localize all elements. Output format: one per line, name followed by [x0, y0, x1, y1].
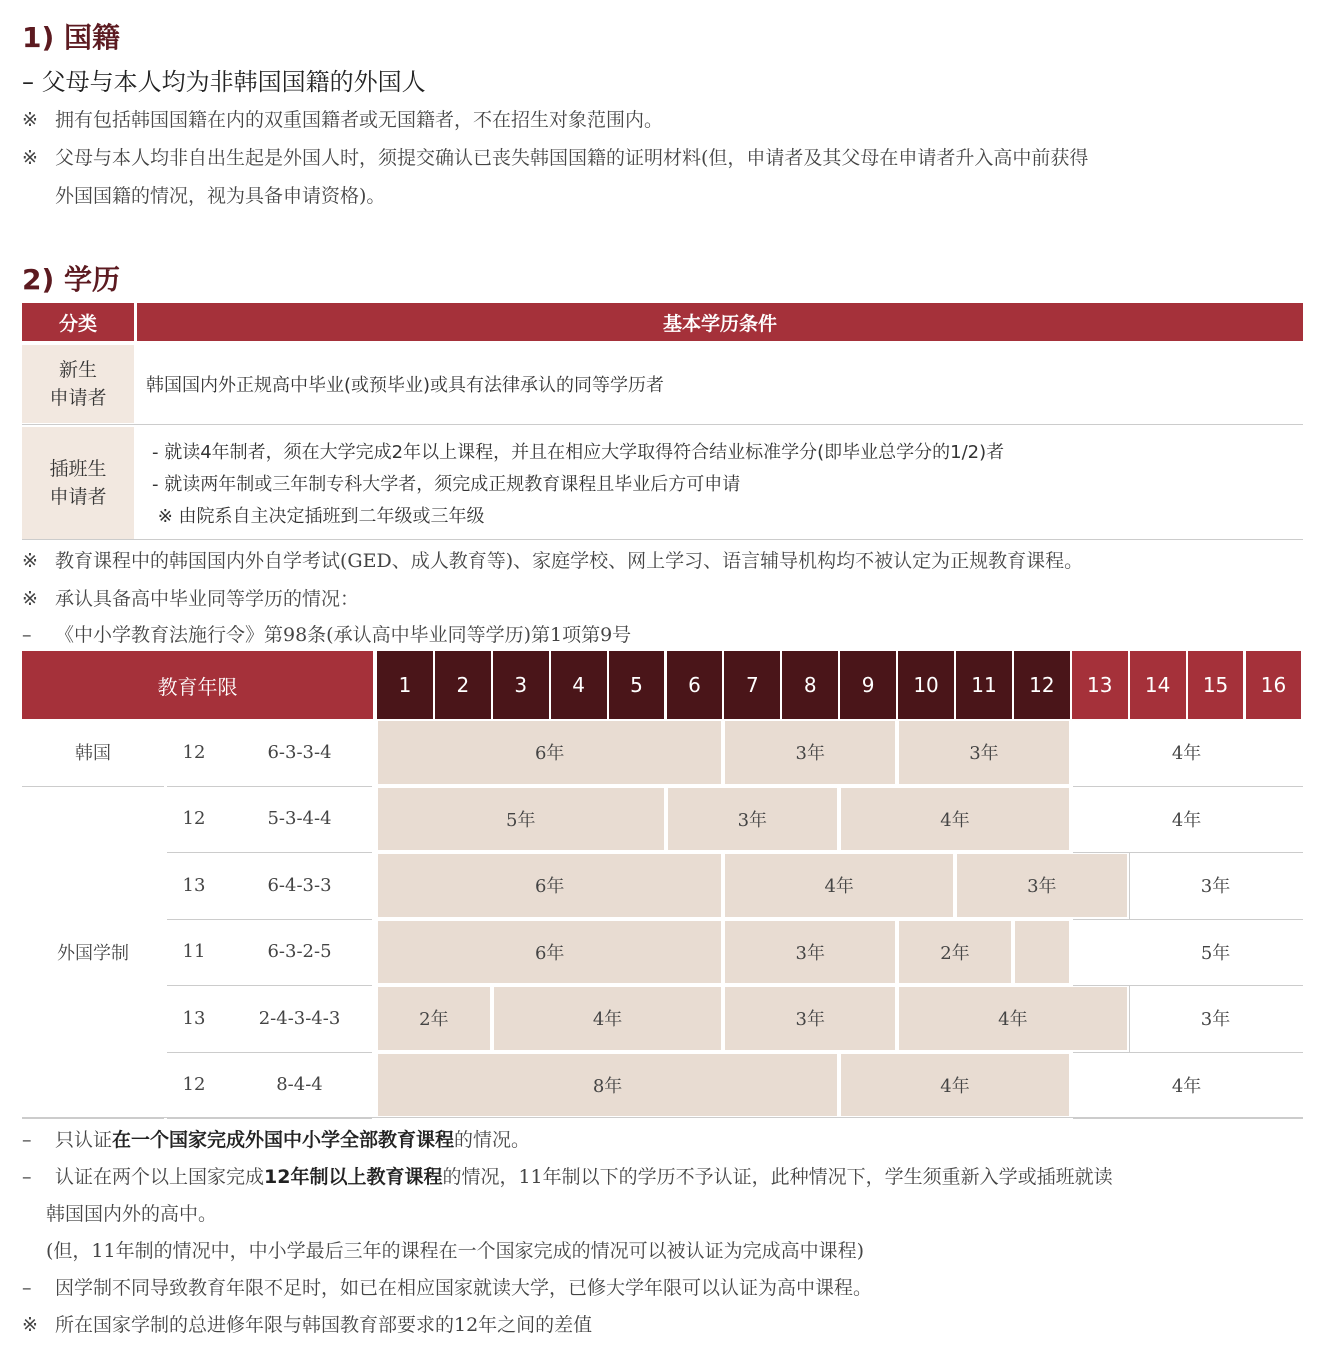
row-divider	[22, 424, 1303, 425]
note-pre: 只认证	[55, 1129, 113, 1151]
condition-line: 韩国国内外正规高中毕业(或预毕业)或具有法律承认的同等学历者	[146, 375, 665, 396]
school-stage-segment: 3年	[957, 854, 1127, 917]
condition-line: - 就读两年制或三年制专科大学者，须完成正规教育课程且毕业后方可申请	[152, 474, 741, 495]
note-post: 的情况。	[454, 1129, 531, 1151]
note-mark: ※	[22, 147, 38, 169]
table-bottom-line	[22, 1117, 1303, 1118]
note-pre: 因学制不同导致教育年限不足时，如已在相应国家就读大学，已修大学年限可以认证为高中课程。	[55, 1277, 873, 1299]
university-years-cell: 4年	[1171, 809, 1202, 831]
year-header: 13	[1072, 651, 1128, 719]
table-header-conditions: 基本学历条件	[137, 303, 1303, 341]
category-new-applicant: 新生 申请者	[22, 345, 134, 423]
section-subtitle-nationality: – 父母与本人均为非韩国国籍的外国人	[22, 68, 426, 96]
university-years-cell: 3年	[1200, 1009, 1231, 1031]
row-school-system: 2-4-3-4-3	[258, 1007, 341, 1029]
school-stage-segment: 6年	[378, 721, 721, 784]
row-total-years: 12	[182, 808, 206, 830]
row-divider	[22, 1118, 164, 1119]
column-divider	[1129, 985, 1130, 1052]
condition-line: ※ 由院系自主决定插班到二年级或三年级	[152, 506, 485, 527]
row-total-years: 13	[182, 1007, 206, 1029]
year-header: 10	[898, 651, 954, 719]
university-years-cell: 5年	[1200, 942, 1231, 964]
school-stage-segment: 4年	[725, 854, 953, 917]
section-title-nationality: 1) 国籍	[22, 21, 121, 54]
note-continuation: 外国国籍的情况，视为具备申请资格)。	[55, 185, 386, 207]
group-foreign: 外国学制	[57, 942, 129, 964]
missing-year-cell	[1015, 921, 1069, 984]
school-stage-segment: 6年	[378, 854, 721, 917]
note-pre: 认证在两个以上国家完成	[55, 1166, 265, 1188]
school-stage-segment: 4年	[841, 1054, 1069, 1117]
row-total-years: 11	[182, 941, 206, 963]
note-line	[22, 584, 359, 611]
footer-note	[22, 1125, 530, 1152]
note-text: 父母与本人均非自出生起是外国人时，须提交确认已丧失韩国国籍的证明材料(但，申请者及其父母在申请者升入高中前获得	[55, 147, 1089, 169]
section-title-education: 2) 学历	[22, 263, 121, 296]
school-stage-segment: 4年	[841, 788, 1069, 851]
note-line	[22, 143, 1088, 170]
university-years-cell: 3年	[1200, 876, 1231, 898]
row-school-system: 6-3-2-5	[267, 941, 332, 963]
school-stage-segment: 3年	[725, 921, 895, 984]
school-stage-segment: 2年	[378, 987, 490, 1050]
table-header-category: 分类	[22, 303, 134, 341]
year-header: 15	[1188, 651, 1244, 719]
row-divider	[227, 1118, 372, 1119]
note-mark: –	[22, 1166, 32, 1188]
row-divider	[167, 1118, 227, 1119]
school-stage-segment: 4年	[494, 987, 722, 1050]
footer-note	[22, 1273, 872, 1300]
footer-note	[22, 1162, 1113, 1189]
year-header: 14	[1130, 651, 1186, 719]
category-transfer-applicant: 插班生 申请者	[22, 427, 134, 539]
footer-note-paren: (但，11年制的情况中，中小学最后三年的课程在一个国家完成的情况可以被认证为完成高中课程)	[46, 1240, 865, 1262]
note-pre: 所在国家学制的总进修年限与韩国教育部要求的12年之间的差值	[55, 1314, 593, 1336]
year-header: 6	[667, 651, 723, 719]
school-stage-segment: 3年	[725, 987, 895, 1050]
row-total-years: 13	[182, 874, 206, 896]
row-divider	[22, 786, 164, 787]
note-line	[22, 620, 631, 647]
note-line	[22, 546, 1083, 573]
university-years-cell: 4年	[1171, 743, 1202, 765]
row-school-system: 6-3-3-4	[267, 741, 332, 763]
school-stage-segment: 3年	[725, 721, 895, 784]
year-header: 1	[377, 651, 433, 719]
row-total-years: 12	[182, 1074, 206, 1096]
year-header: 5	[609, 651, 665, 719]
school-stage-segment: 3年	[668, 788, 838, 851]
years-header-label: 教育年限	[22, 651, 373, 719]
row-school-system: 5-3-4-4	[267, 808, 332, 830]
year-header: 11	[956, 651, 1012, 719]
note-mark: ※	[22, 550, 38, 572]
year-header: 9	[840, 651, 896, 719]
note-bold: 在一个国家完成外国中小学全部教育课程	[112, 1129, 455, 1151]
school-stage-segment: 2年	[899, 921, 1011, 984]
year-header: 7	[724, 651, 780, 719]
condition-line: - 就读4年制者，须在大学完成2年以上课程，并且在相应大学取得符合结业标准学分(即毕业总学分的1/2)者	[152, 442, 1005, 463]
footer-note	[22, 1310, 592, 1337]
school-stage-segment: 8年	[378, 1054, 837, 1117]
footer-note-continuation: 韩国国内外的高中。	[46, 1203, 218, 1225]
education-years-table	[22, 651, 1303, 1118]
note-text: 拥有包括韩国国籍在内的双重国籍者或无国籍者，不在招生对象范围内。	[55, 109, 664, 131]
group-korea: 韩国	[75, 743, 111, 764]
note-mark: ※	[22, 1314, 38, 1336]
school-stage-segment: 5年	[378, 788, 664, 851]
school-stage-segment: 3年	[899, 721, 1069, 784]
year-header: 8	[782, 651, 838, 719]
row-school-system: 6-4-3-3	[267, 874, 332, 896]
note-bold: 12年制以上教育课程	[264, 1166, 443, 1188]
note-text: 承认具备高中毕业同等学历的情况：	[55, 588, 360, 610]
year-header: 16	[1246, 651, 1302, 719]
year-header: 12	[1014, 651, 1070, 719]
column-divider	[1129, 852, 1130, 919]
note-text: 教育课程中的韩国国内外自学考试(GED、成人教育等)、家庭学校、网上学习、语言辅导机构均不被认定为正规教育课程。	[55, 550, 1084, 572]
school-stage-segment: 6年	[378, 921, 721, 984]
row-total-years: 12	[182, 741, 206, 763]
row-school-system: 8-4-4	[276, 1074, 323, 1096]
year-header: 2	[435, 651, 491, 719]
row-divider	[1073, 1118, 1303, 1119]
note-line	[22, 105, 663, 132]
note-mark: ※	[22, 109, 38, 131]
note-mark: –	[22, 624, 32, 646]
university-years-cell: 4年	[1171, 1075, 1202, 1097]
note-mark: –	[22, 1129, 32, 1151]
year-header: 3	[493, 651, 549, 719]
note-mark: ※	[22, 588, 38, 610]
note-post: 的情况，11年制以下的学历不予认证，此种情况下，学生须重新入学或插班就读	[442, 1166, 1113, 1188]
note-text: 《中小学教育法施行令》第98条(承认高中毕业同等学历)第1项第9号	[55, 624, 632, 646]
year-header: 4	[551, 651, 607, 719]
school-stage-segment: 4年	[899, 987, 1127, 1050]
row-divider	[22, 539, 1303, 540]
note-mark: –	[22, 1277, 32, 1299]
